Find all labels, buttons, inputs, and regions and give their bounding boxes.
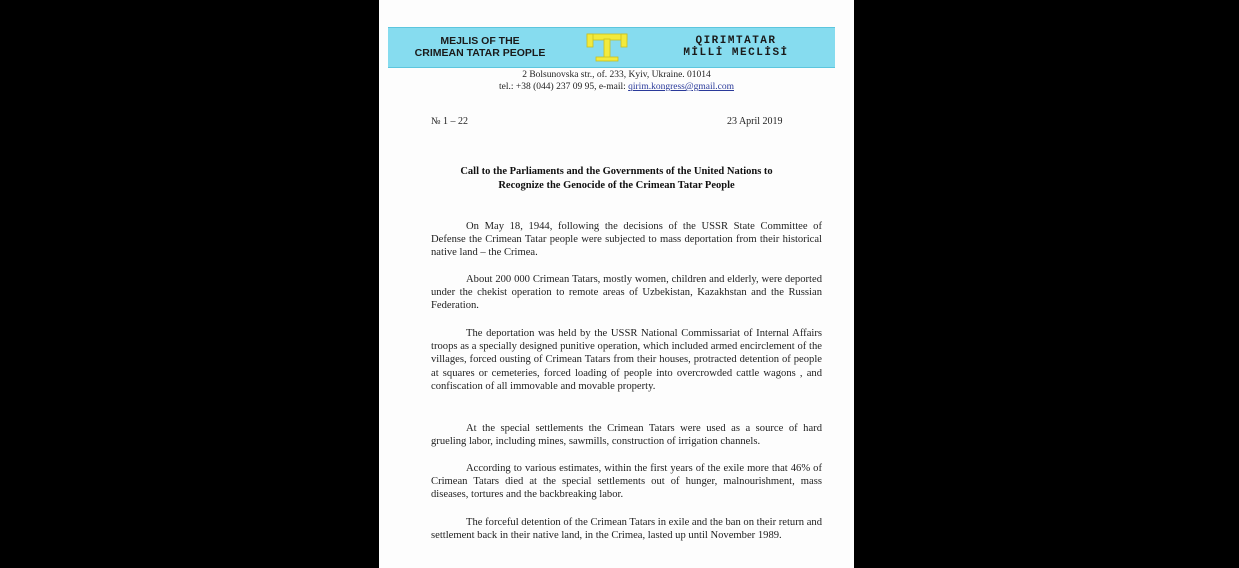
body-paragraph: The forceful detention of the Crimean Tatars in exile and the ban on their return and settlement back in their native land, in the Crimea, lasted up until November 1989.: [431, 517, 822, 542]
body-paragraph: About 200 000 Crimean Tatars, mostly women, children and elderly, were deported under the chekist operation to remote areas of Uzbekistan, Kazakhstan and the Russian Federation.: [431, 274, 822, 312]
document-date: 23 April 2019: [727, 116, 783, 127]
org-name-english-line2: CRIMEAN TATAR PEOPLE: [414, 47, 546, 59]
document-title-line2: Recognize the Genocide of the Crimean Tatar People: [498, 180, 735, 191]
org-name-crimean-tatar: [671, 35, 801, 59]
body-paragraph: At the special settlements the Crimean Tatars were used as a source of hard grueling labor, including mines, sawmills, construction of irrigation channels.: [431, 423, 822, 448]
address-line: 2 Bolsunovska str., of. 233, Kyiv, Ukraine. 01014: [522, 70, 711, 80]
contact-phone: tel.: +38 (044) 237 09 95, e-mail:: [499, 82, 629, 92]
body-paragraph: On May 18, 1944, following the decisions of the USSR State Committee of Defense the Crimean Tatar people were subjected to mass deportation from their historical native land – the Crimea.: [431, 221, 822, 259]
contact-line: [379, 82, 854, 92]
org-name-crimean-tatar-line1: QIRIMTATAR: [695, 35, 777, 47]
body-paragraph: The deportation was held by the USSR National Commissariat of Internal Affairs troops as a specially designed punitive operation, which included armed encirclement of the villages, forced ousting of Crimean Tatars from their houses, protracted detention of people at squares or cemeteries, forced loading of people into overcrowded cattle wagons , and confiscation of all immovable and movable property.: [431, 328, 822, 392]
email-link[interactable]: qirim.kongress@gmail.com: [628, 82, 734, 92]
tamga-emblem-icon: [584, 31, 630, 63]
letterhead-banner: [388, 27, 835, 68]
org-name-english: [400, 35, 560, 59]
document-title-line1: Call to the Parliaments and the Governments of the United Nations to: [460, 166, 773, 177]
body-paragraph: According to various estimates, within the first years of the exile more that 46% of Crimean Tatars died at the special settlements out of hunger, malnourishment, mass diseases, tortures and the backbreaking labor.: [431, 463, 822, 501]
document-page: [379, 0, 854, 568]
document-number: № 1 – 22: [431, 116, 469, 127]
org-name-crimean-tatar-line2: MİLLİ MECLİSİ: [683, 47, 789, 59]
org-name-english-line1: MEJLIS OF THE: [440, 35, 520, 47]
